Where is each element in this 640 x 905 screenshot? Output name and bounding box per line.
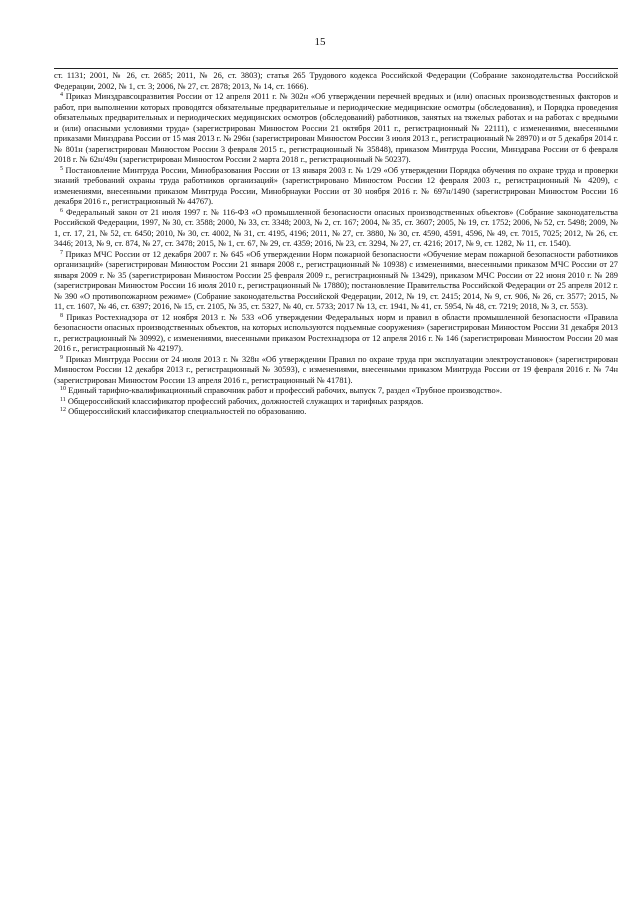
- page-number: 15: [314, 36, 326, 48]
- footnote-marker: 11: [60, 396, 66, 403]
- footnote-marker: 10: [60, 386, 66, 392]
- footnote-9: [54, 355, 618, 387]
- footnote-5: [54, 166, 618, 208]
- footnote-12: [54, 407, 618, 418]
- footnote-text: Общероссийский классификатор специальностей по образованию.: [68, 407, 307, 416]
- footnote-text: Общероссийский классификатор профессий рабочих, должностей служащих и тарифных разрядов.: [67, 396, 424, 406]
- footnote-text: Федеральный закон от 21 июля 1997 г. № 116-ФЗ «О промышленной безопасности опасных производственных объектов» (Собрание законодательства Российской Федерации, 1997, № 30, ст. 3588; 2000, № 33, ст. 3348; 2003, № 2, ст. 167; 2004, № 35, ст. 3607; 2005, № 19, ст. 1752; 2006, № 52, ст. 5498; 2009, № 1, ст. 17, 21, № 52, ст. 6450; 2010, № 30, ст. 4002, № 31, ст. 4195, 4196; 2011, № 27, ст. 3880, № 30, ст. 4590, 4591, 4596, № 49, ст. 7015, 7025; 2012, № 26, ст. 3446; 2013, № 9, ст. 874, № 27, ст. 3478; 2015, № 1, ст. 67, № 29, ст. 4359; 2016, № 23, ст. 3294, № 27, ст. 4216; 2017, № 9, ст. 1282, № 11, ст. 1540).: [54, 207, 619, 248]
- footnote-text: ст. 1131; 2001, № 26, ст. 2685; 2011, № 26, ст. 3803); статья 265 Трудового кодекса Российской Федерации (Собрание законодательства Российской Федерации, 2002, № 1, ст. 3; 2006, № 27, ст. 2878; 2013, № 14, ст. 1666).: [54, 71, 618, 91]
- footnote-marker: 7: [60, 249, 63, 256]
- footnote-text: Постановление Минтруда России, Минобразования России от 13 января 2003 г. № 1/29 «Об утверждении Порядка обучения по охране труда и проверки знаний требований охраны труда работников организаций» (зарегистрировано Минюстом России 12 февраля 2003 г., регистрационный № 4209), с изменениями, внесенными приказом Минтруда России, Минобрнауки России от 30 ноября 2016 г. № 697н/1490 (зарегистрирован Минюстом России 16 декабря 2016 г., регистрационный № 44767).: [54, 165, 618, 206]
- footnote-separator: [54, 68, 618, 69]
- footnote-text: Единый тарифно-квалификационный справочник работ и профессий рабочих, выпуск 7, раздел «Трубное производство».: [68, 386, 503, 395]
- footnote-marker: 5: [60, 165, 63, 172]
- footnote-10: [54, 386, 618, 397]
- footnote-8: [54, 313, 618, 355]
- footnote-11: [54, 397, 618, 408]
- footnote-marker: 8: [60, 312, 63, 319]
- footnote-text: Приказ Ростехнадзора от 12 ноября 2013 г. № 533 «Об утверждении Федеральных норм и правил в области промышленной безопасности «Правила безопасности опасных производственных объектов, на которых используются подъемные сооружения» (зарегистрирован Минюстом России 31 декабря 2013 г., регистрационный № 30992), с изменениями, внесенными приказом Ростехнадзора от 12 апреля 2016 г. № 146 (зарегистрирован Минюстом России 20 мая 2016 г., регистрационный № 42197).: [54, 312, 619, 353]
- footnote-marker: 12: [60, 407, 66, 413]
- footnote-marker: 9: [60, 354, 63, 361]
- footnote-continuation: [54, 71, 618, 92]
- footnote-text: Приказ Минтруда России от 24 июля 2013 г. № 328н «Об утверждении Правил по охране труда при эксплуатации электроустановок» (зарегистрирован Минюстом России 12 декабря 2013 г., регистрационный № 30593), с изменениями, внесенными приказом Минтруда России от 19 февраля 2016 г. № 74н (зарегистрирован Минюстом России 13 апреля 2016 г., регистрационный № 41781).: [54, 354, 619, 385]
- footnote-4: [54, 92, 618, 166]
- footnote-marker: 6: [60, 207, 63, 214]
- footnotes: [54, 71, 618, 418]
- footnote-6: [54, 208, 618, 250]
- footnote-7: [54, 250, 618, 313]
- footnote-marker: 4: [60, 92, 63, 98]
- footnote-text: Приказ МЧС России от 12 декабря 2007 г. № 645 «Об утверждении Норм пожарной безопасности «Обучение мерам пожарной безопасности работников организаций» (зарегистрирован Минюстом России 21 января 2008 г., регистрационный № 10938) с изменениями, внесенными приказом МЧС России от 27 января 2009 г. № 35 (зарегистрирован Минюстом России 25 февраля 2009 г., регистрационный № 13429), приказом МЧС России от 22 июня 2010 г. № 289 (зарегистрирован Минюстом России 16 июля 2010 г., регистрационный № 17880); постановление Правительства Российской Федерации от 25 апреля 2012 г. № 390 «О противопожарном режиме» (Собрание законодательства Российской Федерации, 2012, № 19, ст. 2415; 2014, № 9, ст. 906, № 26, ст. 3577; 2015, № 11, ст. 1607, № 46, ст. 6397; 2016, № 15, ст. 2105, № 35, ст. 5327, № 40, ст. 5733; 2017 № 13, ст. 1941, № 41, ст. 5954, № 48, ст. 7219; 2018, № 3, ст. 553).: [54, 249, 619, 311]
- footnote-text: Приказ Минздравсоцразвития России от 12 апреля 2011 г. № 302н «Об утверждении перечней вредных и (или) опасных производственных факторов и работ, при выполнении которых проводятся обязательные предварительные и периодические медицинские осмотры (обследования), и Порядка проведения обязательных предварительных и периодических медицинских осмотров (обследований) работников, занятых на тяжелых работах и на работах с вредными и (или) опасными условиями труда» (зарегистрирован Минюстом России 21 октября 2011 г., регистрационный № 22111), с изменениями, внесенными приказами Минздрава России от 15 мая 2013 г. № 296н (зарегистрирован Минюстом России 3 июля 2013 г., регистрационный № 28970) и от 5 декабря 2014 г. № 801н (зарегистрирован Минюстом России 3 февраля 2015 г., регистрационный № 35848), приказом Минтруда России, Минздрава России от 6 февраля 2018 г. № 62н/49н (зарегистрирован Минюстом России 2 марта 2018 г., регистрационный № 50237).: [54, 92, 618, 164]
